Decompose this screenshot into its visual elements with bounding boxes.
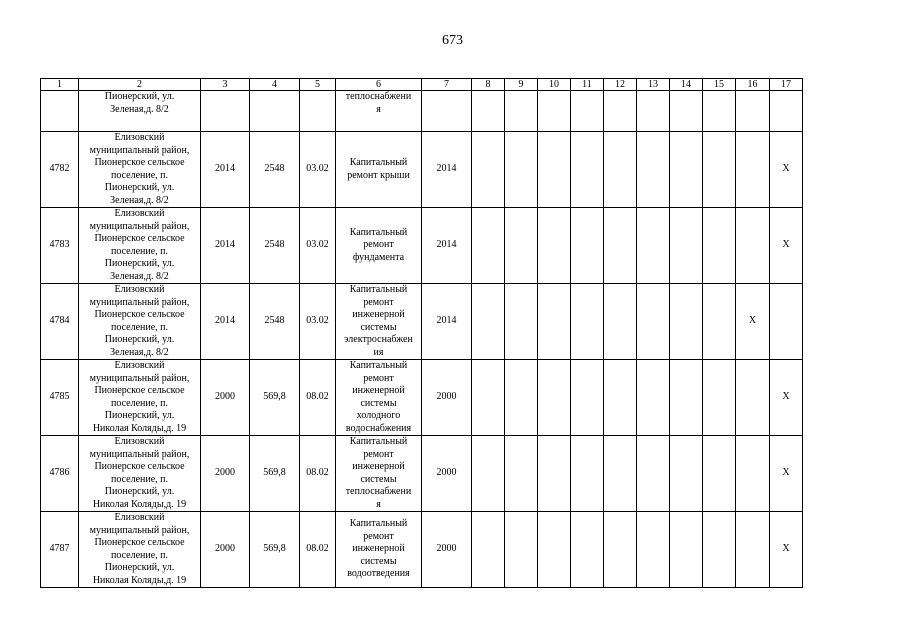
empty-cell (604, 284, 637, 360)
area-cell: 569,8 (250, 512, 300, 588)
empty-cell (538, 436, 571, 512)
column-header: 10 (538, 79, 571, 91)
address-cell: Елизовский муниципальный район, Пионерское сельское поселение, п. Пионерский, ул. Николая Коляды,д. 19 (79, 436, 201, 512)
empty-cell (505, 512, 538, 588)
area-cell: 569,8 (250, 436, 300, 512)
plan-year-cell: 2014 (422, 132, 472, 208)
address-cell: Елизовский муниципальный район, Пионерское сельское поселение, п. Пионерский, ул. Николая Коляды,д. 19 (79, 360, 201, 436)
code-cell: 08.02 (300, 512, 336, 588)
page-number: 673 (442, 33, 463, 48)
empty-cell (571, 208, 604, 284)
work-type-cell: Капитальный ремонт инженерной системы водоотведения (336, 512, 422, 588)
plan-year-cell: 2014 (422, 208, 472, 284)
address-cell: Елизовский муниципальный район, Пионерское сельское поселение, п. Пионерский, ул. Зеленая,д. 8/2 (79, 208, 201, 284)
empty-cell (604, 132, 637, 208)
column-header: 9 (505, 79, 538, 91)
empty-cell (538, 132, 571, 208)
empty-cell (505, 284, 538, 360)
empty-cell (637, 284, 670, 360)
year-built-cell: 2000 (201, 512, 250, 588)
area-cell: 2548 (250, 284, 300, 360)
mark-cell-16 (736, 360, 770, 436)
empty-cell (571, 132, 604, 208)
empty-cell (604, 208, 637, 284)
empty-cell (571, 284, 604, 360)
year-built-cell: 2014 (201, 208, 250, 284)
column-header: 2 (79, 79, 201, 91)
code-cell: 08.02 (300, 360, 336, 436)
empty-cell (703, 208, 736, 284)
empty-cell (670, 360, 703, 436)
code-cell: 08.02 (300, 436, 336, 512)
empty-cell (472, 360, 505, 436)
column-header: 3 (201, 79, 250, 91)
column-header: 12 (604, 79, 637, 91)
empty-cell (538, 208, 571, 284)
empty-cell (637, 436, 670, 512)
row-number-cell: 4782 (41, 132, 79, 208)
row-number-cell: 4786 (41, 436, 79, 512)
work-type-cell: Капитальный ремонт крыши (336, 132, 422, 208)
address-cell: Пионерский, ул. Зеленая,д. 8/2 (79, 91, 201, 132)
work-type-cell: Капитальный ремонт инженерной системы теплоснабжени я (336, 436, 422, 512)
column-header: 8 (472, 79, 505, 91)
empty-cell (505, 436, 538, 512)
empty-cell (604, 436, 637, 512)
column-header: 15 (703, 79, 736, 91)
empty-cell (472, 132, 505, 208)
mark-cell-16 (736, 512, 770, 588)
code-cell: 03.02 (300, 284, 336, 360)
plan-year-cell: 2000 (422, 360, 472, 436)
column-header: 6 (336, 79, 422, 91)
empty-cell (703, 436, 736, 512)
empty-cell (637, 208, 670, 284)
empty-cell (472, 512, 505, 588)
table-row (41, 436, 803, 512)
empty-cell (505, 360, 538, 436)
plan-year-cell: 2000 (422, 436, 472, 512)
column-header: 4 (250, 79, 300, 91)
plan-year-cell: 2014 (422, 284, 472, 360)
column-header: 14 (670, 79, 703, 91)
column-header: 1 (41, 79, 79, 91)
empty-cell (637, 512, 670, 588)
row-number-cell: 4783 (41, 208, 79, 284)
column-header: 17 (770, 79, 803, 91)
row-number-cell: 4784 (41, 284, 79, 360)
empty-cell (703, 284, 736, 360)
empty-cell (505, 132, 538, 208)
empty-cell (637, 132, 670, 208)
area-cell: 569,8 (250, 360, 300, 436)
empty-cell (670, 512, 703, 588)
mark-cell-17: Х (770, 132, 803, 208)
empty-cell (670, 208, 703, 284)
column-header: 16 (736, 79, 770, 91)
empty-cell (670, 436, 703, 512)
mark-cell-16 (736, 436, 770, 512)
column-header: 11 (571, 79, 604, 91)
empty-cell (670, 132, 703, 208)
area-cell: 2548 (250, 132, 300, 208)
empty-cell (538, 512, 571, 588)
table-row (41, 360, 803, 436)
row-number-cell: 4787 (41, 512, 79, 588)
column-header: 7 (422, 79, 472, 91)
year-built-cell: 2000 (201, 436, 250, 512)
year-built-cell: 2000 (201, 360, 250, 436)
address-cell: Елизовский муниципальный район, Пионерское сельское поселение, п. Пионерский, ул. Зеленая,д. 8/2 (79, 284, 201, 360)
code-cell: 03.02 (300, 208, 336, 284)
table-row (41, 512, 803, 588)
continuation-row (41, 91, 803, 132)
empty-cell (571, 360, 604, 436)
row-number-cell: 4785 (41, 360, 79, 436)
table-row (41, 284, 803, 360)
area-cell: 2548 (250, 208, 300, 284)
mark-cell-17: Х (770, 208, 803, 284)
empty-cell (472, 208, 505, 284)
mark-cell-17: Х (770, 360, 803, 436)
column-header: 13 (637, 79, 670, 91)
empty-cell (571, 436, 604, 512)
empty-cell (703, 360, 736, 436)
work-type-cell: Капитальный ремонт инженерной системы холодного водоснабжения (336, 360, 422, 436)
empty-cell (637, 360, 670, 436)
empty-cell (670, 284, 703, 360)
mark-cell-16 (736, 132, 770, 208)
address-cell: Елизовский муниципальный район, Пионерское сельское поселение, п. Пионерский, ул. Николая Коляды,д. 19 (79, 512, 201, 588)
work-type-cell: Капитальный ремонт фундамента (336, 208, 422, 284)
mark-cell-17: Х (770, 436, 803, 512)
empty-cell (472, 284, 505, 360)
empty-cell (571, 512, 604, 588)
empty-cell (472, 436, 505, 512)
year-built-cell: 2014 (201, 132, 250, 208)
column-header: 5 (300, 79, 336, 91)
empty-cell (538, 284, 571, 360)
empty-cell (703, 132, 736, 208)
register-table (40, 78, 803, 588)
mark-cell-16: Х (736, 284, 770, 360)
work-type-cell: Капитальный ремонт инженерной системы электроснабжен ия (336, 284, 422, 360)
column-number-row (41, 79, 803, 91)
plan-year-cell: 2000 (422, 512, 472, 588)
empty-cell (703, 512, 736, 588)
address-cell: Елизовский муниципальный район, Пионерское сельское поселение, п. Пионерский, ул. Зеленая,д. 8/2 (79, 132, 201, 208)
year-built-cell: 2014 (201, 284, 250, 360)
mark-cell-16 (736, 208, 770, 284)
table-row (41, 208, 803, 284)
code-cell: 03.02 (300, 132, 336, 208)
work-type-cell: теплоснабжени я (336, 91, 422, 132)
mark-cell-17: Х (770, 512, 803, 588)
empty-cell (538, 360, 571, 436)
empty-cell (604, 512, 637, 588)
table-row (41, 132, 803, 208)
empty-cell (604, 360, 637, 436)
empty-cell (505, 208, 538, 284)
mark-cell-17 (770, 284, 803, 360)
